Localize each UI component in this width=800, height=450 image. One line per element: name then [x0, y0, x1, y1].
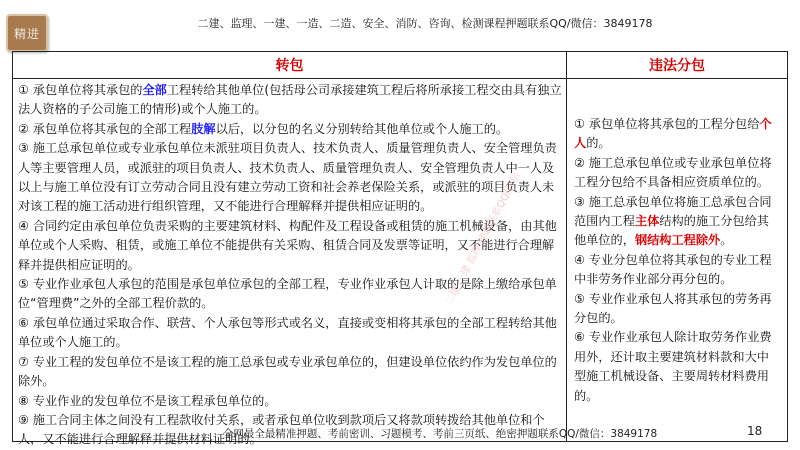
transfer-item-9: ⑨ 施工合同主体之间没有工程款收付关系，或者承包单位收到款项后又将款项转拨给其他单位和个人，又不能进行合理解释并提供材料证明的。: [18, 412, 545, 447]
subcontract-item-3: ③ 施工总承包单位将施工总承包合同范围内工程主体结构的施工分包给其他单位的，钢结构工程除外。: [574, 194, 772, 248]
transfer-item-3: ③ 施工总承包单位或专业承包单位未派驻项目负责人、技术负责人、质量管理负责人、安全管理负责人等主要管理人员，或派驻的项目负责人、技术负责人、质量管理负责人、安全管理负责人中一人及以上与施工单位没有订立劳动合同且没有建立劳动工资和社会养老保险关系，或派驻的项目负责人未对该工程的施工活动进行组织管理，又不能进行合理解释并提供相应证明的。: [18, 141, 557, 214]
header-illegal-subcontract: 违法分包: [649, 58, 705, 74]
transfer-item-2: ② 承包单位将其承包的全部工程肢解以后，以分包的名义分别转给其他单位或个人施工的。: [18, 121, 509, 136]
transfer-item-5: ⑤ 专业作业承包人承包的范围是承包单位承包的全部工程，专业作业承包人计取的是除上缴给承包单位“管理费”之外的全部工程价款的。: [18, 277, 557, 311]
subcontract-item-1: ① 承包单位将其承包的工程分包给个人的。: [574, 117, 772, 151]
transfer-item-1: ① 承包单位将其承包的全部工程转给其他单位(包括母公司承接建筑工程后将所承接工程交由具有独立法人资格的子公司施工的情形)或个人施工的。: [18, 83, 562, 117]
subcontract-item-2: ② 施工总承包单位或专业承包单位将工程分包给不具备相应资质单位的。: [574, 155, 772, 190]
subcontract-item-4: ④ 专业分包单位将其承包的专业工程中非劳务作业部分再分包的。: [574, 252, 772, 287]
comparison-table: [12, 51, 788, 447]
page-number: 18: [747, 424, 763, 438]
table-header-row: [13, 52, 787, 79]
transfer-list: [18, 81, 563, 450]
transfer-item-8: ⑧ 专业作业的发包单位不是该工程承包单位的。: [18, 393, 277, 408]
transfer-item-7: ⑦ 专业工程的发包单位不是该工程的施工总承包或专业承包单位的，但建设单位依约作为发包单位的除外。: [18, 354, 557, 389]
illegal-subcontract-list: [574, 115, 776, 406]
transfer-item-6: ⑥ 承包单位通过采取合作、联营、个人承包等形式或名义，直接或变相将其承包的全部工程转给其他单位或个人施工的。: [18, 315, 557, 350]
logo: [6, 14, 48, 52]
logo-text: 精进: [13, 26, 40, 41]
top-banner: 二建、监理、一建、一造、二造、安全、消防、咨询、检测课程押题联系QQ/微信：3849178: [197, 17, 653, 30]
column-divider: [566, 52, 567, 441]
transfer-item-4: ④ 合同约定由承包单位负责采购的主要建筑材料、构配件及工程设备或租赁的施工机械设备，由其他单位或个人采购、租赁，或施工单位不能提供有关采购、租赁合同及发票等证明，又不能进行合理解释并提供相应证明的。: [18, 218, 557, 272]
subcontract-item-6: ⑥ 专业作业承包人除计取劳务作业费用外，还计取主要建筑材料款和大中型施工机械设备、主要周转材料费用的。: [574, 330, 772, 403]
footer-banner: 全网最全最精准押题、考前密训、习题模考、考前三页纸、绝密押题联系QQ/微信：3849178: [222, 428, 658, 440]
header-transfer: 转包: [275, 58, 304, 74]
watermark: 二建 一建 监理 押题联系QQ/微信: [443, 170, 524, 308]
subcontract-item-5: ⑤ 专业作业承包人将其承包的劳务再分包的。: [574, 291, 772, 326]
